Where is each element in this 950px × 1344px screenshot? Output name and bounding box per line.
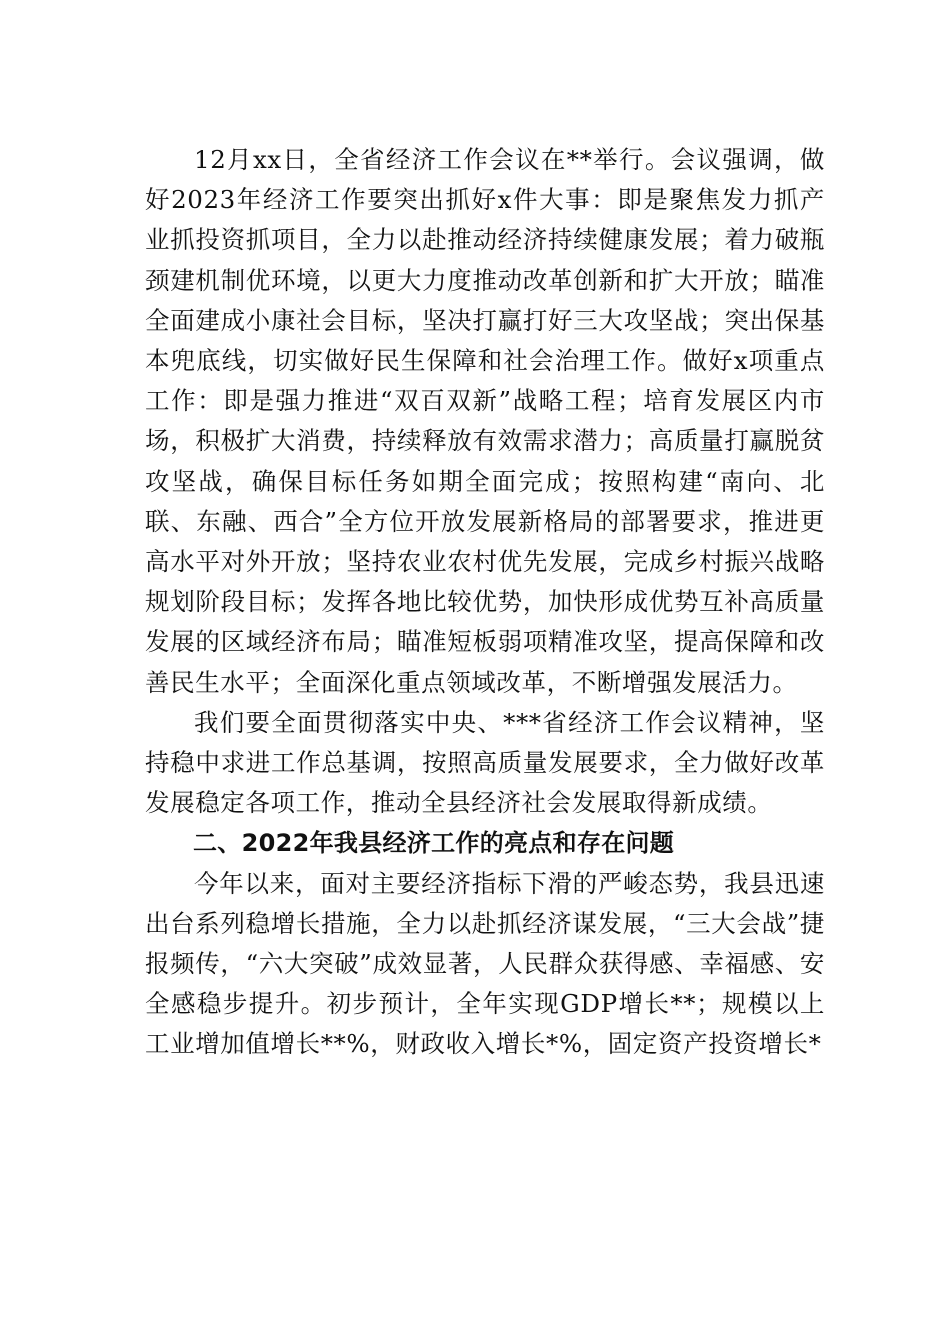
paragraph-meeting-summary: 12月xx日，全省经济工作会议在**举行。会议强调，做好2023年经济工作要突出抓好x件大事：即是聚焦发力抓产业抓投资抓项目，全力以赴推动经济持续健康发展；着力破瓶颈建机制优环境，以更大力度推动改革创新和扩大开放；瞄准全面建成小康社会目标，坚决打赢打好三大攻坚战；突出保基本兜底线，切实做好民生保障和社会治理工作。做好x项重点工作：即是强力推进“双百双新”战略工程；培育发展区内市场，积极扩大消费，持续释放有效需求潜力；高质量打赢脱贫攻坚战，确保目标任务如期全面完成；按照构建“南向、北联、东融、西合”全方位开放发展新格局的部署要求，推进更高水平对外开放；坚持农业农村优先发展，完成乡村振兴战略规划阶段目标；发挥各地比较优势，加快形成优势互补高质量发展的区域经济布局；瞄准短板弱项精准攻坚，提高保障和改善民生水平；全面深化重点领域改革，不断增强发展活力。 [145,145,825,697]
paragraph-implementation: 我们要全面贯彻落实中央、***省经济工作会议精神，坚持稳中求进工作总基调，按照高质量发展要求，全力做好改革发展稳定各项工作，推动全县经济社会发展取得新成绩。 [145,707,825,818]
document-body [145,140,825,1065]
section-heading: 二、2022年我县经济工作的亮点和存在问题 [193,829,675,858]
paragraph-highlights: 今年以来，面对主要经济指标下滑的严峻态势，我县迅速出台系列稳增长措施，全力以赴抓经济谋发展，“三大会战”捷报频传，“六大突破”成效显著，人民群众获得感、幸福感、安全感稳步提升。初步预计，全年实现GDP增长**；规模以上工业增加值增长**%，财政收入增长*%，固定资产投资增长* [145,868,825,1059]
